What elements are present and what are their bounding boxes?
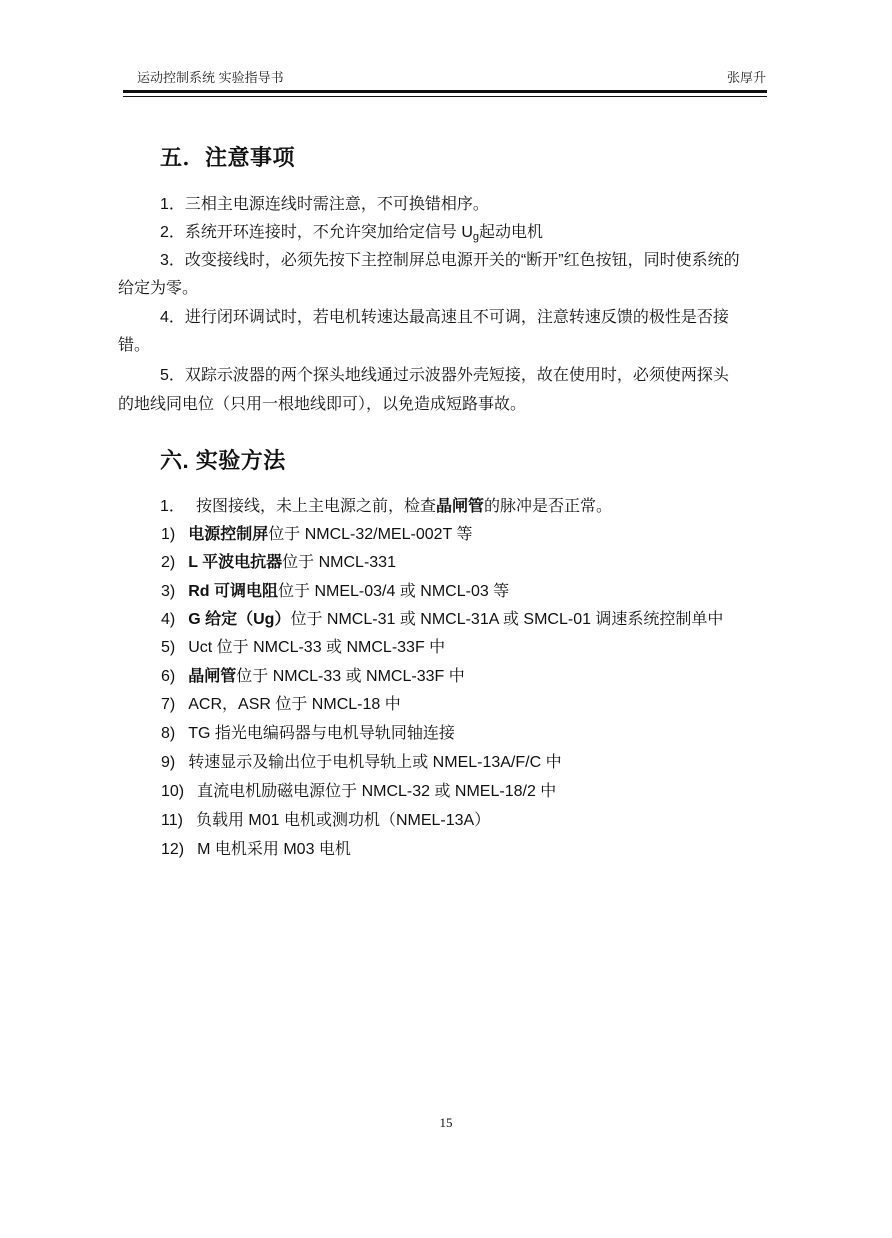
list-number: 1) [161, 526, 176, 543]
section5-item-4-line1 [160, 308, 729, 328]
component-list-item [161, 753, 562, 773]
list-item-text: M 电机采用 M03 电机 [197, 841, 351, 858]
step-text: 按图接线，未上主电源之前，检查 [196, 498, 437, 515]
list-item-text: 位于 NMCL-31 或 NMCL-31A 或 SMCL-01 调速系统控制单中 [290, 611, 724, 628]
list-item-text: Uct 位于 NMCL-33 或 NMCL-33F 中 [188, 639, 446, 656]
component-list-item [161, 840, 351, 860]
component-list-item [161, 582, 509, 602]
list-number: 3) [161, 583, 176, 600]
header-author: 张厚升 [726, 70, 766, 85]
list-number: 12) [161, 841, 185, 858]
list-item-text: 位于 NMEL-03/4 或 NMCL-03 等 [278, 583, 510, 600]
item-number: 2． [160, 224, 185, 241]
section5-item-4-line2: 错。 [118, 337, 151, 354]
header-rule-thin [123, 96, 767, 97]
section5-item-1 [160, 195, 489, 215]
list-number: 9) [161, 754, 176, 771]
list-item-text: 位于 NMCL-33 或 NMCL-33F 中 [236, 668, 465, 685]
item-text: 系统开环连接时，不允许突加给定信号 [184, 224, 462, 241]
item-text: 双踪示波器的两个探头地线通过示波器外壳短接，故在使用时，必须使两探头 [184, 367, 729, 384]
step-text-bold: 晶闸管 [436, 498, 485, 515]
list-item-text: 位于 NMCL-32/MEL-002T 等 [268, 526, 473, 543]
list-item-bold: Rd 可调电阻 [188, 583, 279, 600]
header-rule-thick [123, 90, 767, 93]
section5-item-3-line1 [160, 251, 740, 271]
list-number: 7) [161, 696, 176, 713]
list-item-text: 负载用 M01 电机或测功机（NMEL-13A） [195, 812, 491, 829]
component-list-item [161, 610, 723, 630]
component-list-item [161, 782, 556, 802]
item-text: 进行闭环调试时，若电机转速达最高速且不可调，注意转速反馈的极性是否接 [184, 309, 729, 326]
list-number: 4) [161, 611, 176, 628]
item-number: 3． [160, 252, 185, 269]
section6-step-1 [160, 497, 612, 517]
section5-item-2 [160, 223, 543, 247]
step-text-end: 的脉冲是否正常。 [484, 498, 613, 515]
item-number: 4． [160, 309, 185, 326]
list-item-text: 转速显示及输出位于电机导轨上或 NMEL-13A/F/C 中 [188, 754, 562, 771]
list-number: 5) [161, 639, 176, 656]
list-item-text: 位于 NMCL-331 [282, 554, 396, 571]
component-list-item [161, 638, 445, 658]
section5-item-5-line1 [160, 366, 729, 386]
list-item-text: 直流电机励磁电源位于 NMCL-32 或 NMEL-18/2 中 [197, 783, 557, 800]
component-list-item [161, 811, 490, 831]
item-text: 改变接线时，必须先按下主控制屏总电源开关的“断开”红色按钮，同时使系统的 [184, 252, 740, 269]
component-list-item [161, 553, 396, 573]
item-number: 5． [160, 367, 185, 384]
list-number: 8) [161, 725, 176, 742]
list-number: 11) [161, 812, 183, 829]
header-book-title: 运动控制系统 实验指导书 [137, 70, 284, 85]
section5-item-3-line2: 给定为零。 [118, 280, 199, 297]
list-item-text: ACR，ASR 位于 NMCL-18 中 [188, 696, 401, 713]
list-item-bold: G 给定（Ug） [188, 611, 291, 628]
signal-subscript: g [472, 231, 480, 243]
list-item-text: TG 指光电编码器与电机导轨同轴连接 [188, 725, 455, 742]
list-number: 10) [161, 783, 185, 800]
list-number: 6) [161, 668, 176, 685]
list-item-bold: L 平波电抗器 [188, 554, 283, 571]
component-list-item [161, 695, 401, 715]
section6-title: 六. 实验方法 [160, 448, 286, 473]
item-number: 1． [160, 196, 185, 213]
section5-item-5-line2: 的地线同电位（只用一根地线即可），以免造成短路事故。 [118, 396, 527, 413]
signal-symbol: U [461, 224, 473, 241]
list-item-bold: 电源控制屏 [188, 526, 269, 543]
component-list-item [161, 525, 472, 545]
component-list-item [161, 724, 455, 744]
list-item-bold: 晶闸管 [188, 668, 237, 685]
step-number: 1． [160, 498, 185, 515]
item-text: 三相主电源连线时需注意，不可换错相序。 [184, 196, 489, 213]
item-text-end: 起动电机 [479, 224, 544, 241]
section5-title: 五．注意事项 [160, 145, 296, 170]
page-number: 15 [439, 1115, 453, 1130]
component-list-item [161, 667, 465, 687]
list-number: 2) [161, 554, 176, 571]
